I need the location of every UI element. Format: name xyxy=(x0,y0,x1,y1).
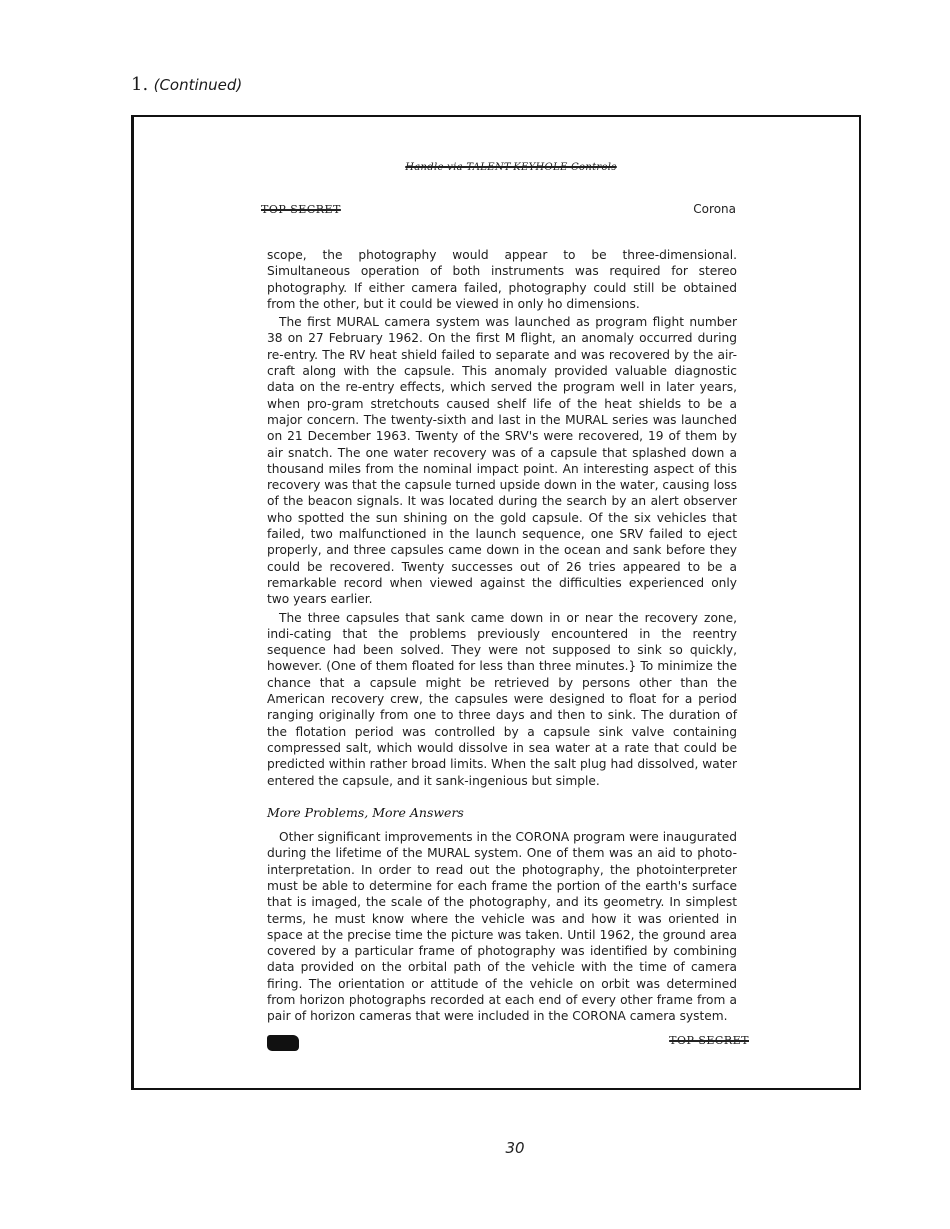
paragraph: The first MURAL camera system was launched as program flight number 38 on 27 February 1962. On the first M flight, an anomaly occurred during re-entry. The RV heat shield failed to separate and was recovered by the air-craft along with the capsule. This anomaly provided valuable diagnostic data on the re-entry effects, which served the program well in later years, when pro-gram stretchouts caused shelf life of the heat shields to be a major concern. The twenty-sixth and last in the MURAL series was launched on 21 December 1963. Twenty of the SRV's were recovered, 19 of them by air snatch. The one water recovery was of a capsule that splashed down a thousand miles from the nominal impact point. An interesting aspect of this recovery was that the capsule turned upside down in the water, causing loss of the beacon signals. It was located during the search by an alert observer who spotted the sun shining on the gold capsule. Of the six vehicles that failed, two malfunctioned in the launch sequence, one SRV failed to eject properly, and three capsules came down in the ocean and sank before they could be recovered. Twenty successes out of 26 tries appeared to be a remarkable record when viewed against the difficulties experienced only two years earlier. xyxy=(267,315,737,607)
redaction-mark xyxy=(267,1035,299,1051)
heading-continued: (Continued) xyxy=(153,76,243,94)
running-title: Corona xyxy=(693,202,736,216)
classification-top: TOP SECRET xyxy=(261,203,341,216)
paragraph: Other significant improvements in the CORONA program were inaugurated during the lifetime of the MURAL system. One of them was an aid to photo-interpretation. In order to read out the photography, the photointerpreter must be able to determine for each frame the portion of the earth's surface that is imaged, the scale of the photography, and its geometry. In simplest terms, he must know where the vehicle was and how it was oriented in space at the precise time the picture was taken. Until 1962, the ground area covered by a particular frame of photography was identified by combining data provided on the orbital path of the vehicle with the time of camera firing. The orientation or attitude of the vehicle on orbit was determined from horizon photographs recorded at each end of every other frame from a pair of horizon cameras that were included in the CORONA camera system. xyxy=(267,830,737,1024)
document-frame xyxy=(131,115,861,1090)
heading-number: 1. xyxy=(131,74,149,95)
page-number: 30 xyxy=(505,1139,525,1157)
paragraph: The three capsules that sank came down in or near the recovery zone, indi-cating that the problems previously encountered in the reentry sequence had been solved. They were not supposed to sink so quickly, however. (One of them floated for less than three minutes.} To minimize the chance that a capsule might be retrieved by persons other than the American recovery crew, the capsules were designed to float for a period ranging originally from one to three days and then to sink. The duration of the flotation period was controlled by a capsule sink valve containing compressed salt, which would dissolve in sea water at a rate that could be predicted within rather broad limits. When the salt plug had dissolved, water entered the capsule, and it sank-ingenious but simple. xyxy=(267,610,737,788)
document-body xyxy=(267,247,737,1027)
handling-caveat: Handle via TALENT-KEYHOLE Controls xyxy=(405,162,617,173)
paragraph: scope, the photography would appear to be three-dimensional. Simultaneous operation of both instruments was required for stereo photography. If either camera failed, photography could still be obtained from the other, but it could be viewed in only ho dimensions. xyxy=(267,248,737,311)
continued-heading xyxy=(131,74,242,95)
section-heading: More Problems, More Answers xyxy=(267,804,464,820)
classification-bottom: TOP SECRET xyxy=(669,1034,749,1047)
